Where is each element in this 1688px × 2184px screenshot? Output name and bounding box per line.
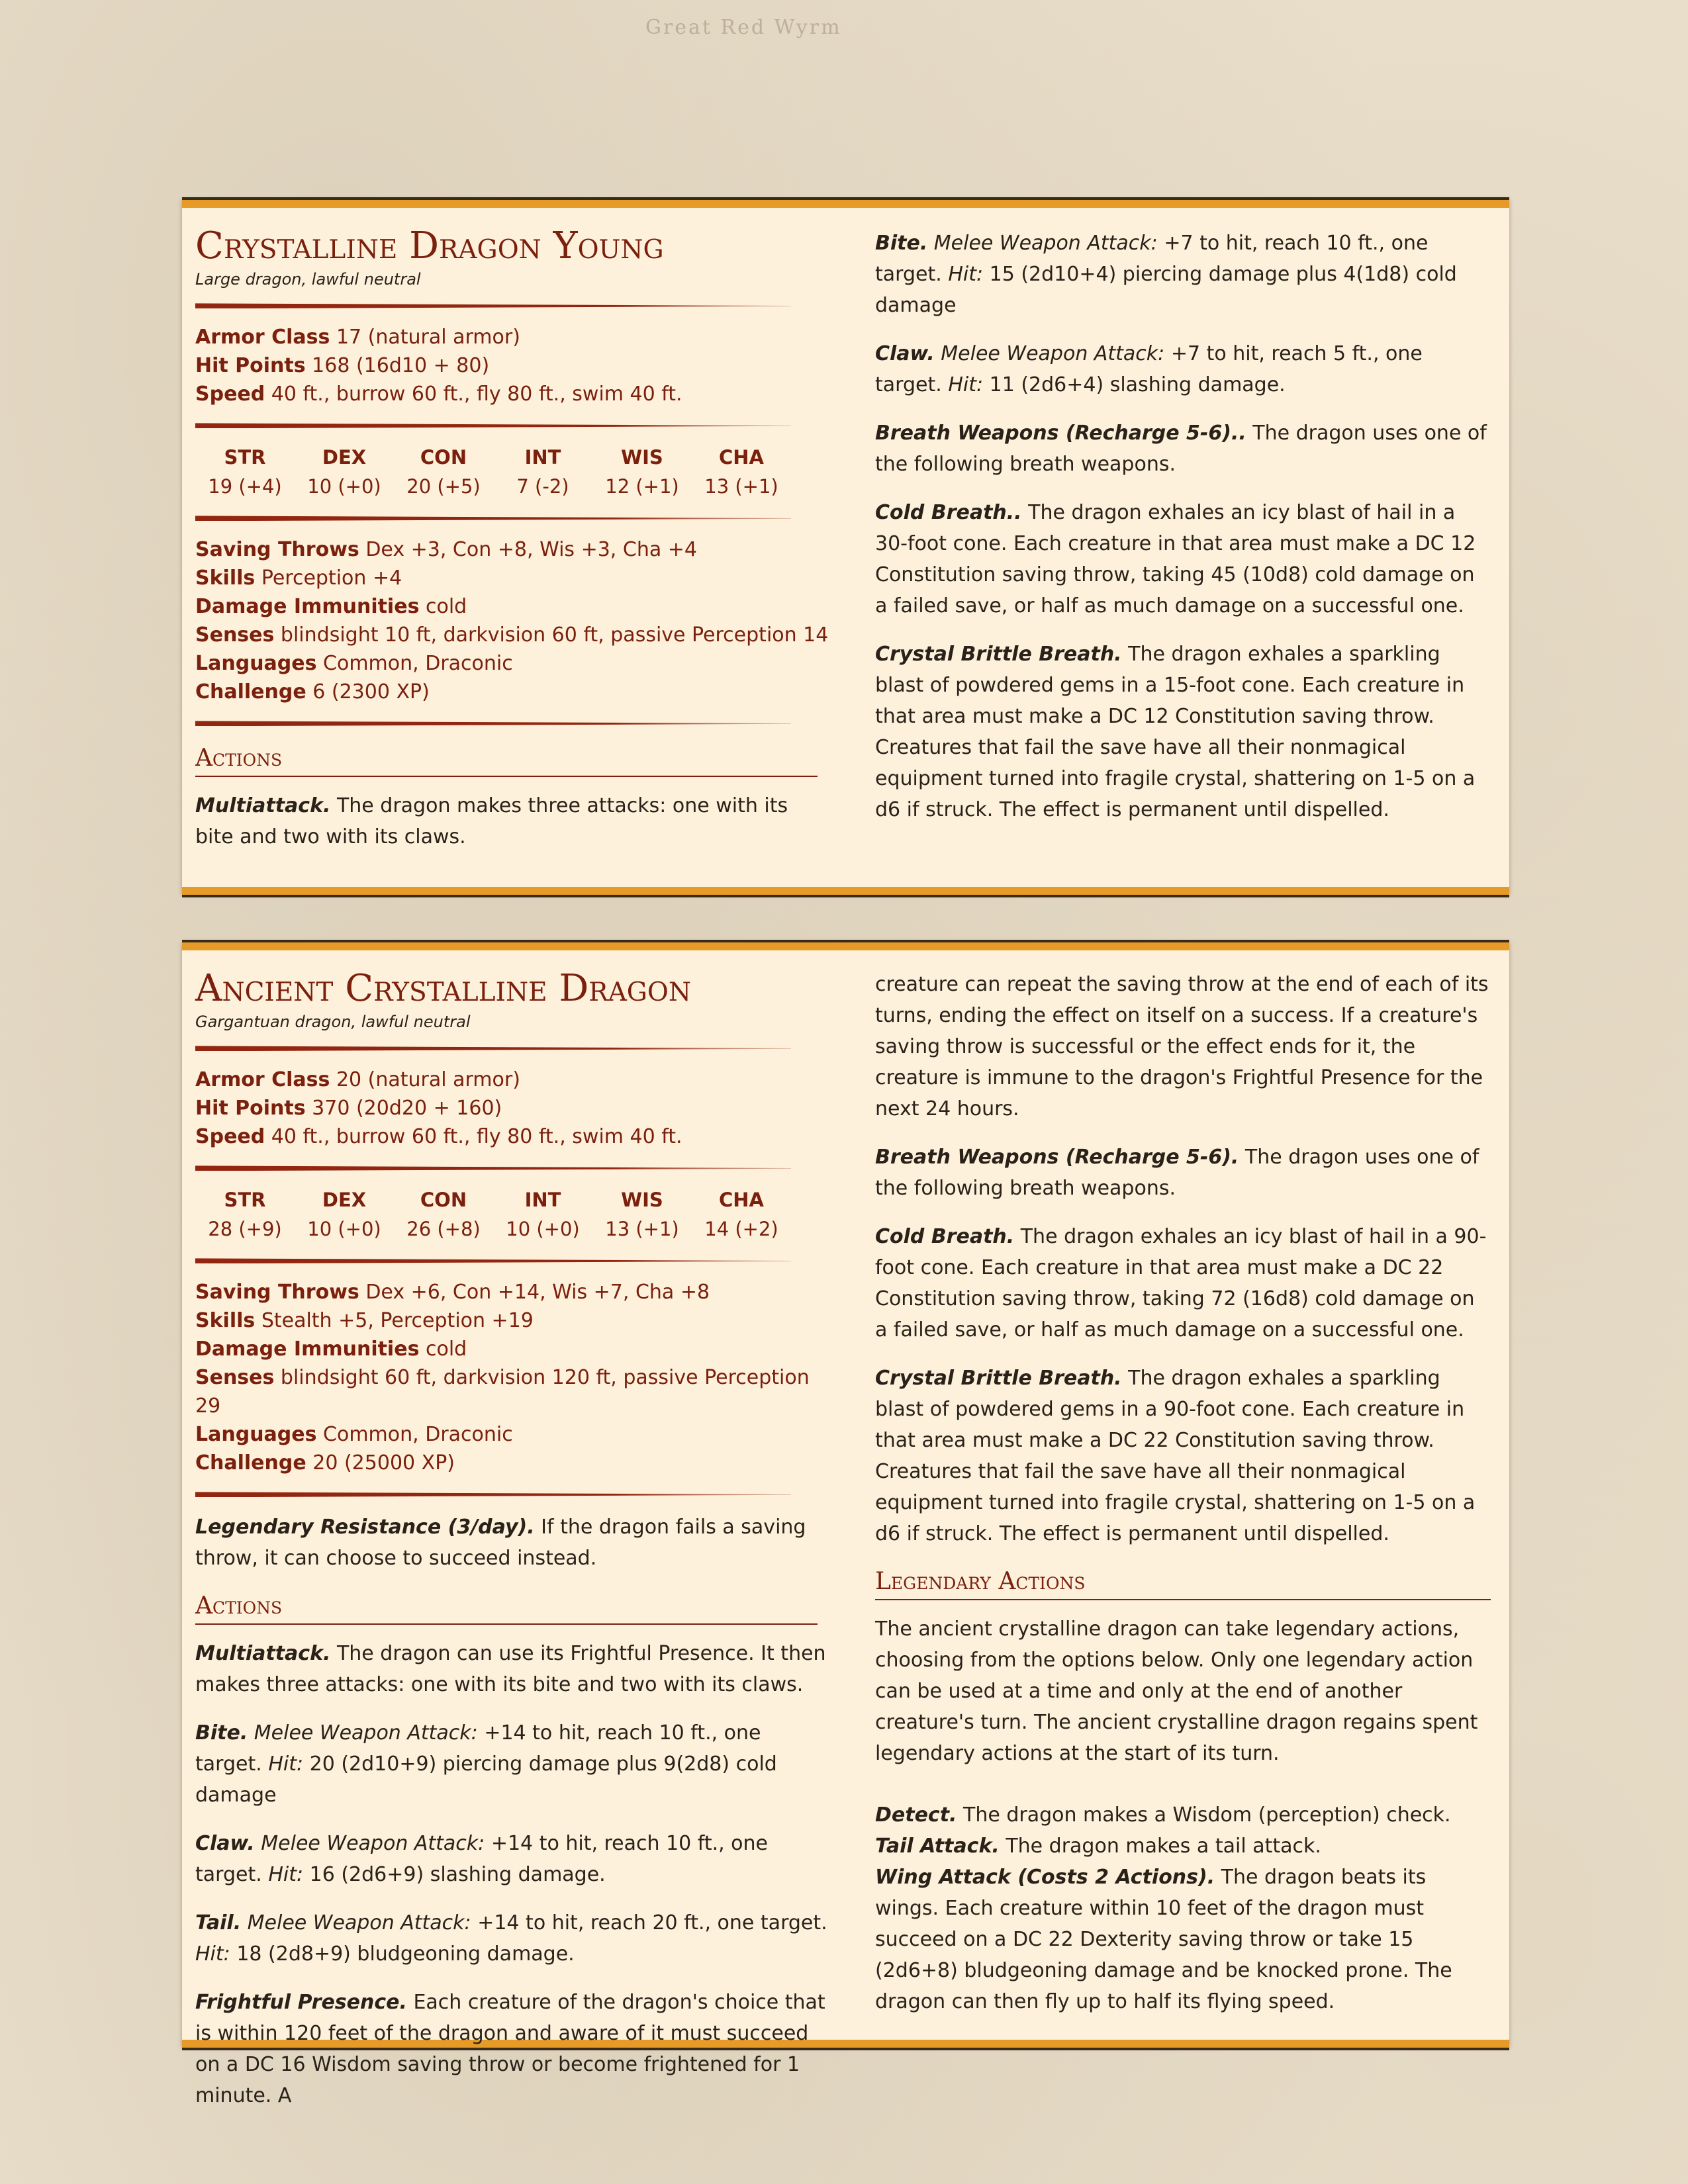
divider	[195, 721, 791, 726]
armor-class: Armor Class 17 (natural armor)	[195, 326, 520, 349]
legendary-detect: Detect. The dragon makes a Wisdom (perception) check.	[875, 1803, 1451, 1827]
creature-name: Ancient Crystalline Dragon	[195, 967, 692, 1010]
hit-points: Hit Points 370 (20d20 + 160)	[195, 1097, 502, 1120]
creature-type: Large dragon, lawful neutral	[195, 270, 421, 289]
hit-points: Hit Points 168 (16d10 + 80)	[195, 354, 490, 378]
young-left-column	[195, 208, 831, 870]
speed: Speed 40 ft., burrow 60 ft., fly 80 ft., swim 40 ft.	[195, 383, 682, 406]
statblock-ancient	[182, 942, 1509, 2108]
cold-breath: Cold Breath. The dragon exhales an icy blast of hail in a 90-foot cone. Each creature in that area must make a DC 22 Constitution saving throw, taking 72 (16d8) cold damage on a failed save, or half as much damage on a successful one.	[875, 1225, 1487, 1342]
legendary-wing-attack: Wing Attack (Costs 2 Actions). The dragon beats its wings. Each creature within 10 feet of the dragon must succeed on a DC 22 Dexterity saving throw or take 15 (2d6+8) bludgeoning damage and be knocked prone. The dragon can then fly up to half its flying speed.	[875, 1866, 1452, 2013]
legendary-resistance: Legendary Resistance (3/day). If the dragon fails a saving throw, it can choose to succeed instead.	[195, 1516, 806, 1570]
ability-str: STR 28 (+9)	[208, 1189, 282, 1241]
divider	[195, 423, 791, 428]
crystal-brittle-breath: Crystal Brittle Breath. The dragon exhales a sparkling blast of powdered gems in a 90-foot cone. Each creature in that area must make a DC 22 Constitution saving throw. Creatures that fail the save have all their nonmagical equipment turned into fragile crystal, shattering on 1-5 on a d6 if struck. The effect is permanent until dispelled.	[875, 1367, 1476, 1545]
crystal-brittle-breath: Crystal Brittle Breath. The dragon exhales a sparkling blast of powdered gems in a 15-foot cone. Each creature in that area must make a DC 12 Constitution saving throw. Creatures that fail the save have all their nonmagical equipment turned into fragile crystal, shattering on 1-5 on a d6 if struck. The effect is permanent until dispelled.	[875, 643, 1476, 821]
legendary-actions-intro: The ancient crystalline dragon can take legendary actions, choosing from the options below. Only one legendary action can be used at a time and only at the end of another creature's turn. The ancient crystalline dragon regains spent legendary actions at the start of its turn.	[875, 1617, 1478, 1765]
ability-int: INT 7 (-2)	[516, 446, 569, 498]
damage-immunities: Damage Immunities cold	[195, 1338, 467, 1361]
actions-heading: Actions	[195, 1592, 818, 1625]
statblock-young	[182, 200, 1509, 895]
ability-str: STR 19 (+4)	[208, 446, 282, 498]
divider	[195, 1492, 791, 1497]
damage-immunities: Damage Immunities cold	[195, 595, 467, 619]
tail-action: Tail. Melee Weapon Attack: +14 to hit, reach 20 ft., one target. Hit: 18 (2d8+9) bludgeoning damage.	[195, 1911, 827, 1966]
frightful-presence-continued: creature can repeat the saving throw at the end of each of its turns, ending the effect on itself on a success. If a creature's saving throw is successful or the effect ends for it, the creature is immune to the dragon's Frightful Presence for the next 24 hours.	[875, 973, 1489, 1120]
actions-heading: Actions	[195, 745, 818, 777]
bite-action: Bite. Melee Weapon Attack: +7 to hit, reach 10 ft., one target. Hit: 15 (2d10+4) piercing damage plus 4(1d8) cold damage	[875, 232, 1457, 317]
frightful-presence: Frightful Presence. Each creature of the dragon's choice that is within 120 feet of the dragon and aware of it must succeed on a DC 16 Wisdom saving throw or become frightened for 1 minute. A	[195, 1991, 825, 2108]
saving-throws: Saving Throws Dex +6, Con +14, Wis +7, Cha +8	[195, 1281, 710, 1304]
breath-weapons: Breath Weapons (Recharge 5-6).. The dragon uses one of the following breath weapons.	[875, 422, 1487, 476]
background-map-label: Great Red Wyrm	[645, 16, 842, 39]
claw-action: Claw. Melee Weapon Attack: +14 to hit, reach 10 ft., one target. Hit: 16 (2d6+9) slashing damage.	[195, 1832, 769, 1887]
young-right-column	[875, 208, 1491, 842]
speed: Speed 40 ft., burrow 60 ft., fly 80 ft., swim 40 ft.	[195, 1125, 682, 1149]
divider	[195, 1258, 791, 1263]
legendary-actions-heading: Legendary Actions	[875, 1568, 1491, 1600]
senses: Senses blindsight 10 ft, darkvision 60 ft, passive Perception 14	[195, 623, 829, 647]
ancient-left-column	[195, 950, 831, 2111]
challenge: Challenge 6 (2300 XP)	[195, 680, 430, 704]
ability-scores	[195, 1185, 791, 1244]
cold-breath: Cold Breath.. The dragon exhales an icy blast of hail in a 30-foot cone. Each creature in that area must make a DC 12 Constitution saving throw, taking 45 (10d8) cold damage on a failed save, or half as much damage on a successful one.	[875, 501, 1476, 617]
ability-wis: WIS 12 (+1)	[605, 446, 679, 498]
saving-throws: Saving Throws Dex +3, Con +8, Wis +3, Cha +4	[195, 538, 697, 562]
divider	[195, 1165, 791, 1171]
ability-con: CON 26 (+8)	[406, 1189, 481, 1241]
bite-action: Bite. Melee Weapon Attack: +14 to hit, reach 10 ft., one target. Hit: 20 (2d10+9) piercing damage plus 9(2d8) cold damage	[195, 1721, 777, 1807]
languages: Languages Common, Draconic	[195, 1423, 513, 1447]
creature-name: Crystalline Dragon Young	[195, 224, 664, 267]
ancient-right-column	[875, 950, 1491, 2017]
divider	[195, 516, 791, 521]
ability-cha: CHA 14 (+2)	[704, 1189, 778, 1241]
skills: Skills Perception +4	[195, 567, 402, 590]
armor-class: Armor Class 20 (natural armor)	[195, 1068, 520, 1092]
ability-int: INT 10 (+0)	[506, 1189, 580, 1241]
multiattack: Multiattack. The dragon can use its Frightful Presence. It then makes three attacks: one with its bite and two with its claws.	[195, 1642, 826, 1697]
challenge: Challenge 20 (25000 XP)	[195, 1451, 455, 1475]
ability-dex: DEX 10 (+0)	[307, 446, 381, 498]
claw-action: Claw. Melee Weapon Attack: +7 to hit, reach 5 ft., one target. Hit: 11 (2d6+4) slashing damage.	[875, 342, 1423, 396]
languages: Languages Common, Draconic	[195, 652, 513, 676]
ability-dex: DEX 10 (+0)	[307, 1189, 381, 1241]
multiattack: Multiattack. The dragon makes three attacks: one with its bite and two with its claws.	[195, 794, 788, 849]
ability-wis: WIS 13 (+1)	[605, 1189, 679, 1241]
divider	[195, 1046, 791, 1051]
senses: Senses blindsight 60 ft, darkvision 120 ft, passive Perception 29	[195, 1366, 810, 1418]
legendary-tail-attack: Tail Attack. The dragon makes a tail attack.	[875, 1835, 1321, 1858]
ability-cha: CHA 13 (+1)	[704, 446, 778, 498]
breath-weapons: Breath Weapons (Recharge 5-6). The dragon uses one of the following breath weapons.	[875, 1146, 1479, 1200]
skills: Skills Stealth +5, Perception +19	[195, 1309, 534, 1333]
creature-type: Gargantuan dragon, lawful neutral	[195, 1013, 471, 1032]
ability-scores	[195, 443, 791, 501]
ability-con: CON 20 (+5)	[406, 446, 481, 498]
divider	[195, 303, 791, 308]
